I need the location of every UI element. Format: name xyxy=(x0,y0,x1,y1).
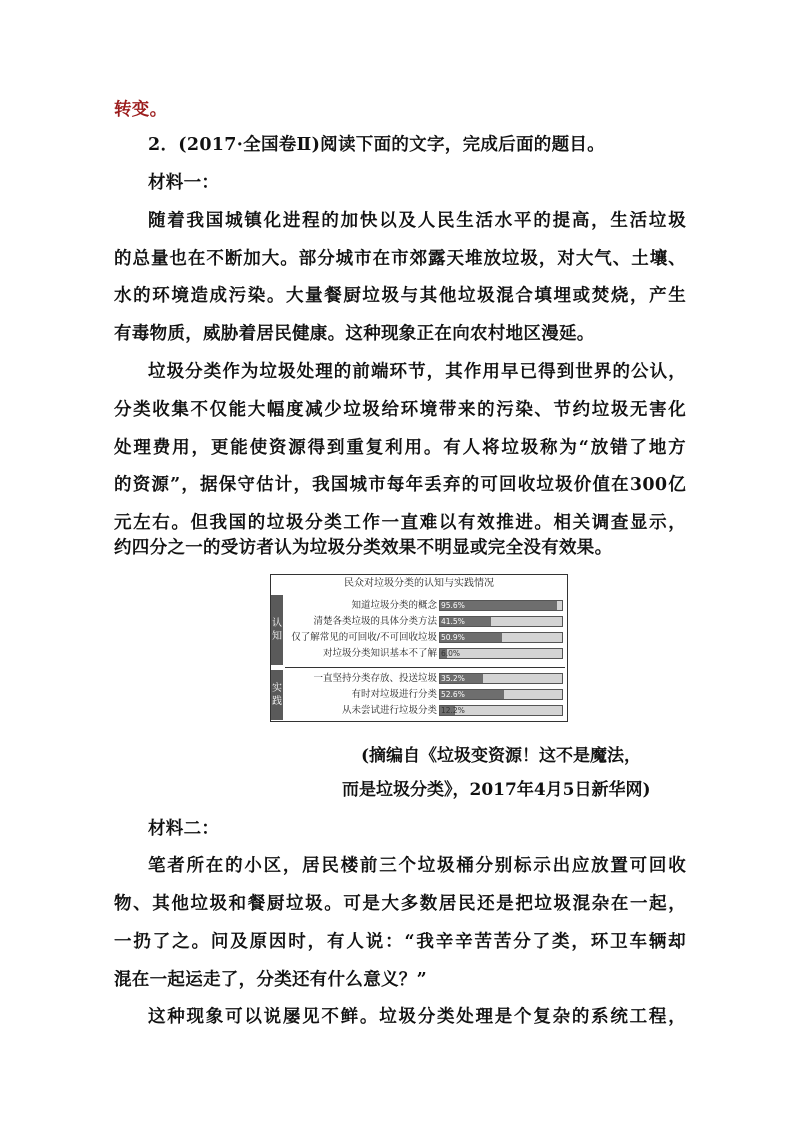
paragraph-line: 这种现象可以说屡见不鲜。垃圾分类处理是个复杂的系统工程， xyxy=(148,1007,686,1027)
chart-value-label: 12.2% xyxy=(441,706,465,715)
chart-group-label: 认 知 xyxy=(271,595,283,665)
paragraph-line: 水的环境造成污染。大量餐厨垃圾与其他垃圾混合填埋或焚烧，产生 xyxy=(114,286,686,306)
chart-row xyxy=(285,703,565,718)
chart-category-label: 有时对垃圾进行分类 xyxy=(351,689,437,700)
paragraph-line: 物、其他垃圾和餐厨垃圾。可是大多数居民还是把垃圾混杂在一起， xyxy=(114,894,686,914)
chart-group-label: 实 践 xyxy=(271,670,283,720)
paragraph-line: 有毒物质，威胁着居民健康。这种现象正在向农村地区漫延。 xyxy=(114,324,595,344)
chart-bar-track xyxy=(439,632,563,643)
paragraph-line: 随着我国城镇化进程的加快以及人民生活水平的提高，生活垃圾 xyxy=(148,211,686,231)
source-citation-line-1: (摘编自《垃圾变资源！这不是魔法， xyxy=(361,746,642,766)
paragraph-line: 一扔了之。问及原因时，有人说：“我辛辛苦苦分了类，环卫车辆却 xyxy=(114,932,686,952)
chart-value-label: 35.2% xyxy=(441,674,465,683)
chart-bar-track xyxy=(439,616,563,627)
chart-title: 民众对垃圾分类的认知与实践情况 xyxy=(344,578,494,589)
chart-bar-track xyxy=(439,673,563,684)
paragraph-line: 笔者所在的小区，居民楼前三个垃圾桶分别标示出应放置可回收 xyxy=(148,856,686,876)
chart-value-label: 95.6% xyxy=(441,601,465,610)
chart-bar-track xyxy=(439,600,563,611)
chart-value-label: 6.0% xyxy=(441,649,461,658)
paragraph-line: 处理费用，更能使资源得到重复利用。有人将垃圾称为“放错了地方 xyxy=(114,438,686,458)
chart-category-label: 对垃圾分类知识基本不了解 xyxy=(322,648,437,659)
paragraph-line: 混在一起运走了，分类还有什么意义？” xyxy=(114,970,427,990)
chart-row xyxy=(285,598,565,613)
source-citation-line-2: 而是垃圾分类》，2017年4月5日新华网) xyxy=(342,780,651,800)
material-one-heading: 材料一： xyxy=(148,173,220,193)
chart-value-label: 50.9% xyxy=(441,633,465,642)
material-two-heading: 材料二： xyxy=(148,819,220,839)
chart-divider xyxy=(285,667,565,668)
chart-bar-track xyxy=(439,689,563,700)
chart-row xyxy=(285,671,565,686)
paragraph-line: 元左右。但我国的垃圾分类工作一直难以有效推进。相关调查显示， xyxy=(114,513,686,533)
chart-row xyxy=(285,614,565,629)
chart-bar-track xyxy=(439,705,563,716)
chart-category-label: 从未尝试进行垃圾分类 xyxy=(341,705,437,716)
text-line-1: 转变。 xyxy=(114,100,168,120)
chart-category-label: 清楚各类垃圾的具体分类方法 xyxy=(313,616,437,627)
chart-row xyxy=(285,646,565,661)
chart-category-label: 知道垃圾分类的概念 xyxy=(351,600,437,611)
question-header: 2．(2017·全国卷Ⅱ)阅读下面的文字，完成后面的题目。 xyxy=(148,135,605,155)
paragraph-line: 约四分之一的受访者认为垃圾分类效果不明显或完全没有效果。 xyxy=(114,538,613,558)
paragraph-line: 的总量也在不断加大。部分城市在市郊露天堆放垃圾，对大气、土壤、 xyxy=(114,249,686,269)
paragraph-line: 垃圾分类作为垃圾处理的前端环节，其作用早已得到世界的公认， xyxy=(148,362,686,382)
paragraph-line: 分类收集不仅能大幅度减少垃圾给环境带来的污染、节约垃圾无害化 xyxy=(114,400,686,420)
chart-category-label: 一直坚持分类存放、投送垃圾 xyxy=(313,673,437,684)
chart-row xyxy=(285,630,565,645)
survey-chart xyxy=(270,574,568,722)
chart-value-label: 41.5% xyxy=(441,617,465,626)
chart-value-label: 52.6% xyxy=(441,690,465,699)
chart-category-label: 仅了解常见的可回收/不可回收垃圾 xyxy=(291,632,437,643)
chart-bar-track xyxy=(439,648,563,659)
chart-row xyxy=(285,687,565,702)
paragraph-line: 的资源”，据保守估计，我国城市每年丢弃的可回收垃圾价值在300亿 xyxy=(114,475,686,495)
